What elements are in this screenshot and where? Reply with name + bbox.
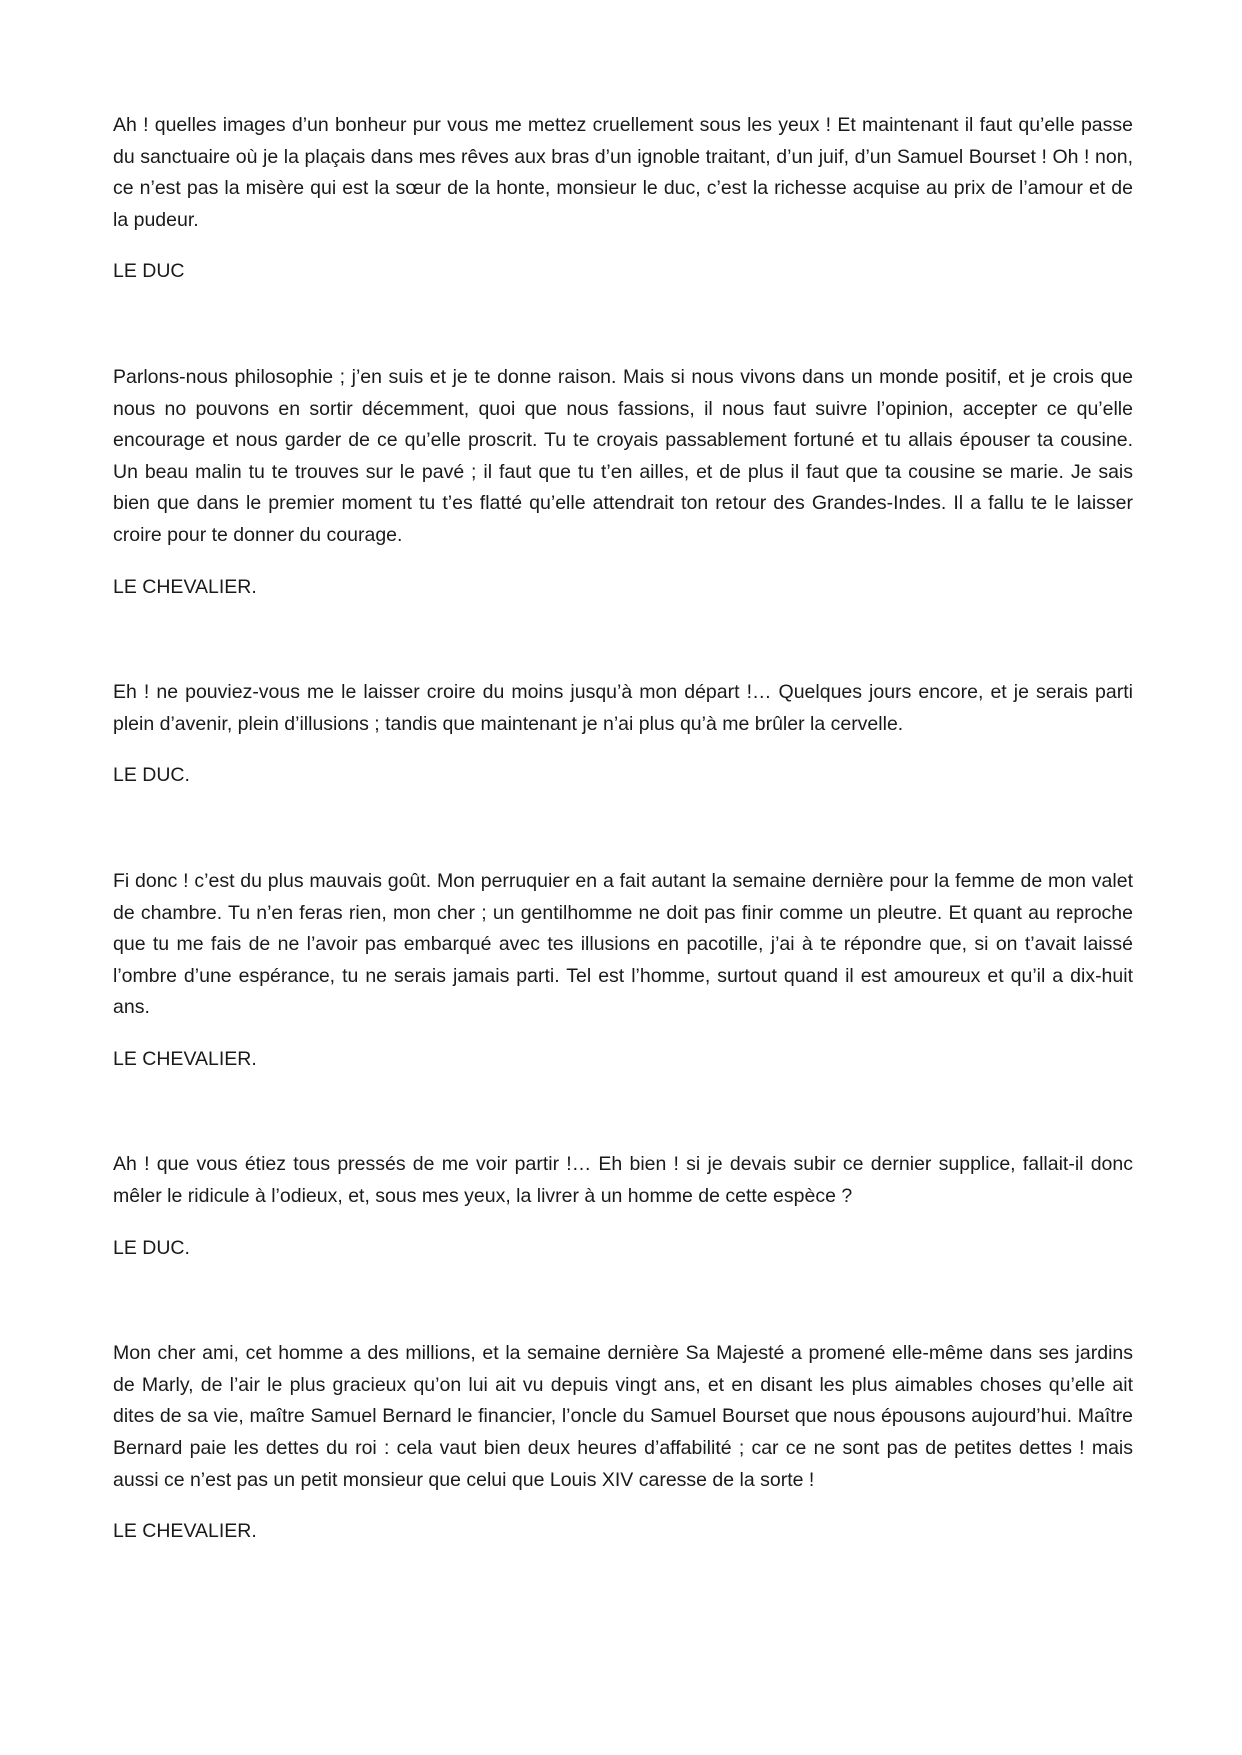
speaker-name: LE DUC. xyxy=(113,764,190,787)
speaker-name: LE CHEVALIER. xyxy=(113,575,257,598)
dialogue-paragraph: Parlons-nous philosophie ; j’en suis et je te donne raison. Mais si nous vivons dans un monde positif, et je crois que nous no pouvons en sortir décemment, quoi que nous fassions, il nous faut suivre l’opinion, accepter ce qu’elle encourage et nous garder de ce qu’elle proscrit. Tu te croyais passablement fortuné et tu allais épouser ta cousine. Un beau malin tu te trouves sur le pavé ; il faut que tu t’en ailles, et de plus il faut que ta cousine se marie. Je sais bien que dans le premier moment tu t’es flatté qu’elle attendrait ton retour des Grandes-Indes. Il a fallu te le laisser croire pour te donner du courage. xyxy=(113,365,1133,546)
document-page xyxy=(113,110,1133,1548)
dialogue-paragraph: Eh ! ne pouviez-vous me le laisser croire du moins jusqu’à mon départ !… Quelques jours encore, et je serais parti plein d’avenir, plein d’illusions ; tandis que maintenant je n’ai plus qu’à me brûler la cervelle. xyxy=(113,681,1133,735)
speaker-name: LE DUC xyxy=(113,260,185,283)
dialogue-paragraph: Fi donc ! c’est du plus mauvais goût. Mon perruquier en a fait autant la semaine dernière pour la femme de mon valet de chambre. Tu n’en feras rien, mon cher ; un gentilhomme ne doit pas finir comme un pleutre. Et quant au reproche que tu me fais de ne l’avoir pas embarqué avec tes illusions en pacotille, j’ai à te répondre que, si on t’avait laissé l’ombre d’une espérance, tu ne serais jamais parti. Tel est l’homme, surtout quand il est amoureux et qu’il a dix-huit ans. xyxy=(113,869,1133,1019)
dialogue-paragraph: Mon cher ami, cet homme a des millions, et la semaine dernière Sa Majesté a promené elle-même dans ses jardins de Marly, de l’air le plus gracieux qu’on lui ait vu depuis vingt ans, et en disant les plus aimables choses qu’elle ait dites de sa vie, maître Samuel Bernard le financier, l’oncle du Samuel Bourset que nous épousons aujourd’hui. Maître Bernard paie les dettes du roi : cela vaut bien deux heures d’affabilité ; car ce ne sont pas de petites dettes ! mais aussi ce n’est pas un petit monsieur que celui que Louis XIV caresse de la sorte ! xyxy=(113,1342,1133,1491)
speaker-name: LE CHEVALIER. xyxy=(113,1520,257,1543)
dialogue-paragraph: Ah ! que vous étiez tous pressés de me voir partir !… Eh bien ! si je devais subir ce dernier supplice, fallait-il donc mêler le ridicule à l’odieux, et, sous mes yeux, la livrer à un homme de cette espèce ? xyxy=(113,1153,1133,1208)
dialogue-paragraph: Ah ! quelles images d’un bonheur pur vous me mettez cruellement sous les yeux ! Et maintenant il faut qu’elle passe du sanctuaire où je la plaçais dans mes rêves aux bras d’un ignoble traitant, d’un juif, d’un Samuel Bourset ! Oh ! non, ce n’est pas la misère qui est la sœur de la honte, monsieur le duc, c’est la richesse acquise au prix de l’amour et de la pudeur. xyxy=(113,114,1133,231)
speaker-name: LE CHEVALIER. xyxy=(113,1047,257,1070)
speaker-name: LE DUC. xyxy=(113,1236,190,1259)
